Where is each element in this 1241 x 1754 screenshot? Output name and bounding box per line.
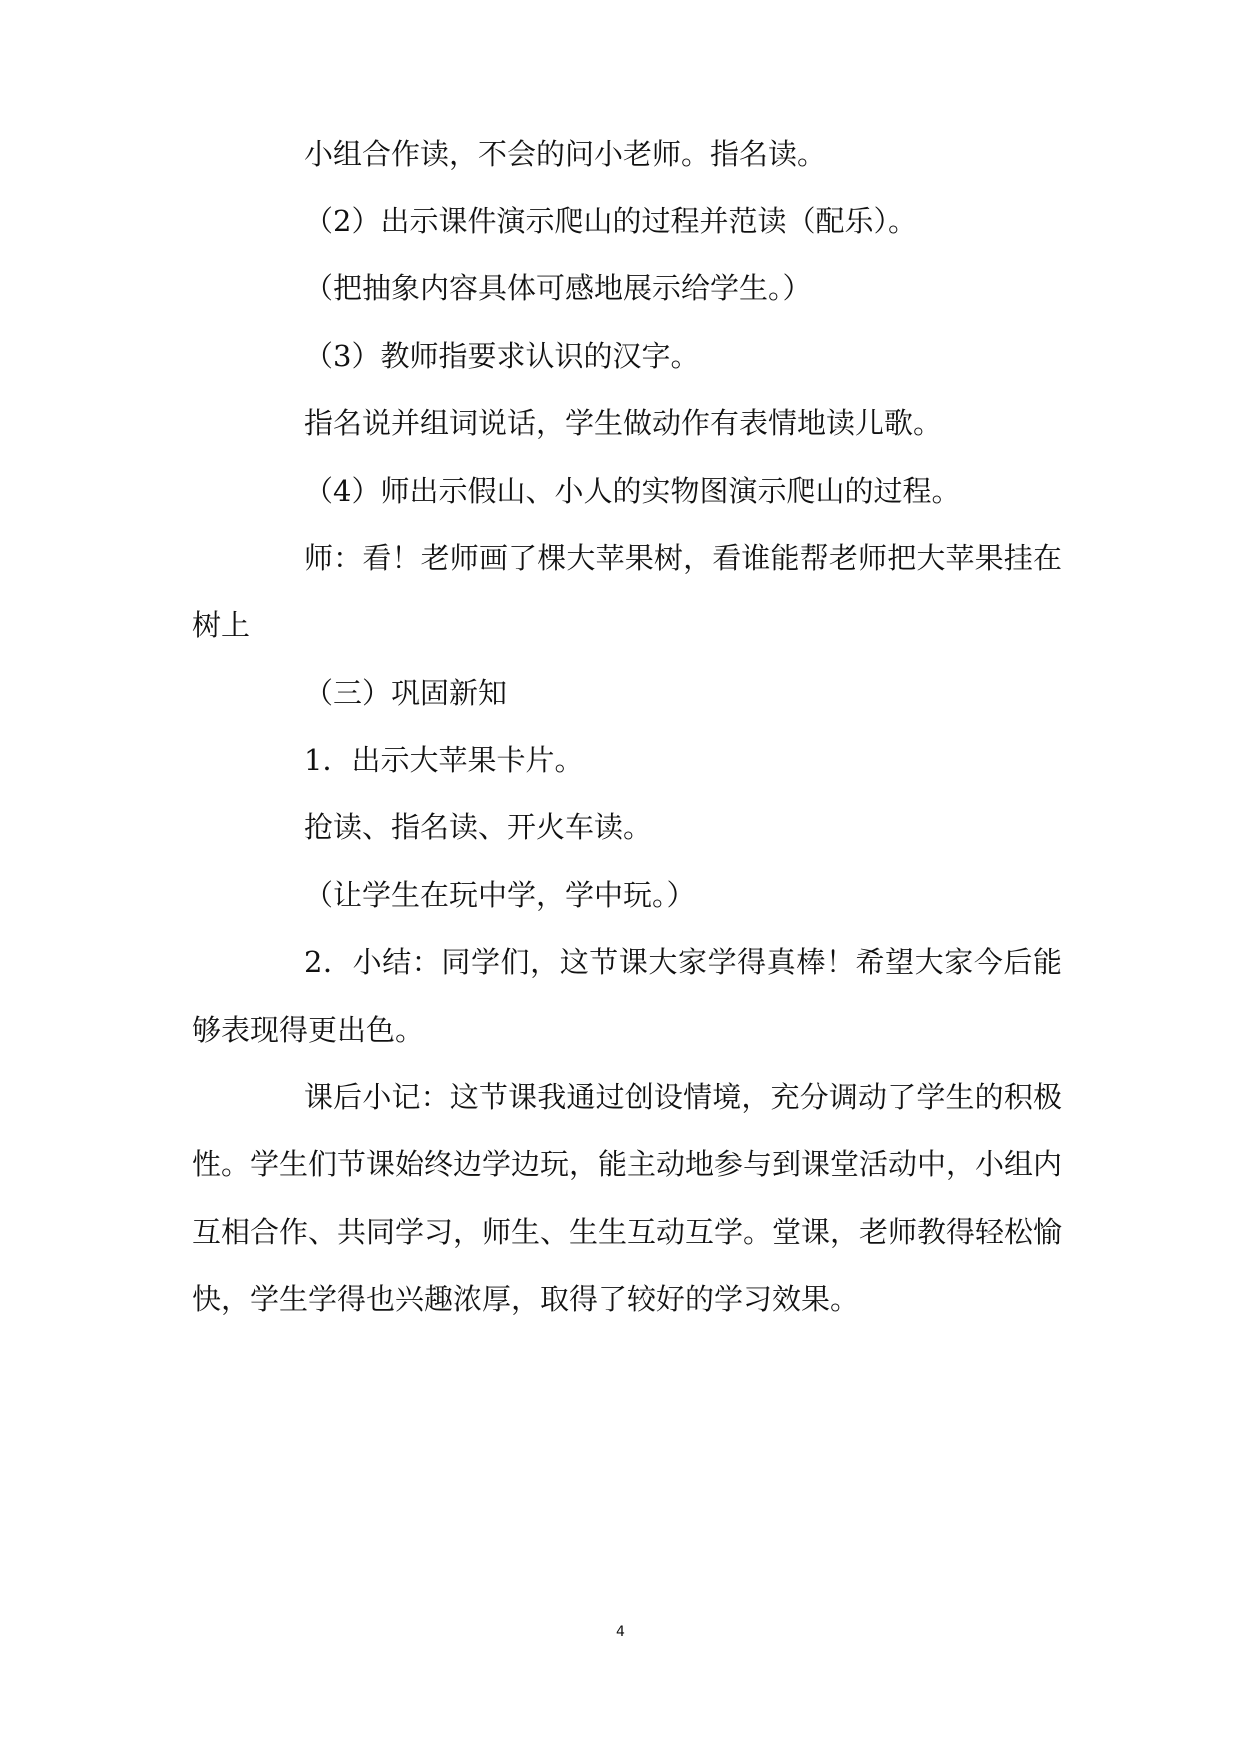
paragraph-line: 小组合作读，不会的问小老师。指名读。 (304, 137, 827, 171)
paragraph-line: 1．出示大苹果卡片。 (304, 743, 584, 777)
paragraph-line: 2．小结：同学们，这节课大家学得真棒！希望大家今后能 (304, 945, 1062, 979)
paragraph-line: （4）师出示假山、小人的实物图演示爬山的过程。 (304, 474, 961, 508)
paragraph-line: （3）教师指要求认识的汉字。 (304, 339, 700, 373)
paragraph-line: 师：看！老师画了棵大苹果树，看谁能帮老师把大苹果挂在 (304, 541, 1062, 575)
paragraph-line: 性。学生们节课始终边学边玩，能主动地参与到课堂活动中，小组内 (192, 1147, 1063, 1181)
section-heading: （三）巩固新知 (304, 676, 508, 710)
page-number: 4 (616, 1624, 625, 1640)
paragraph-line: 够表现得更出色。 (192, 1013, 425, 1047)
paragraph-line: 指名说并组词说话，学生做动作有表情地读儿歌。 (304, 406, 943, 440)
paragraph-line: 快，学生学得也兴趣浓厚，取得了较好的学习效果。 (192, 1282, 860, 1316)
paragraph-line: （把抽象内容具体可感地展示给学生。） (304, 271, 812, 305)
paragraph-line: 互相合作、共同学习，师生、生生互动互学。堂课，老师教得轻松愉 (192, 1215, 1063, 1249)
paragraph-line: 抢读、指名读、开火车读。 (304, 810, 653, 844)
paragraph-line: （让学生在玩中学，学中玩。） (304, 878, 696, 912)
paragraph-line: 课后小记：这节课我通过创设情境，充分调动了学生的积极 (304, 1080, 1062, 1114)
paragraph-line: 树上 (192, 608, 251, 642)
paragraph-line: （2）出示课件演示爬山的过程并范读（配乐）。 (304, 204, 917, 238)
